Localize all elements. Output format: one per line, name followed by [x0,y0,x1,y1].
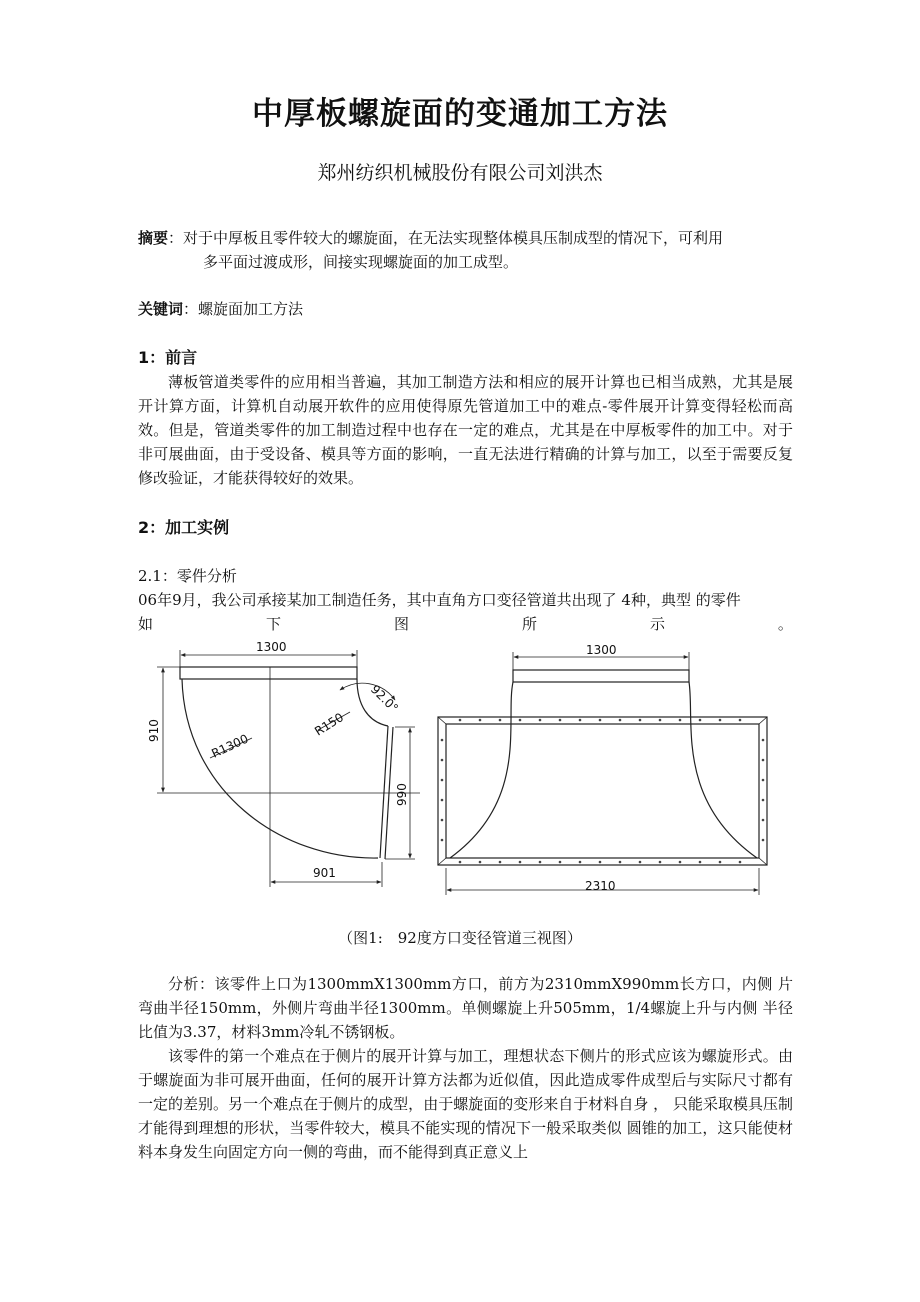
dim-top-right: 1300 [586,643,617,657]
paper-title: 中厚板螺旋面的变通加工方法 [252,96,668,132]
angle-label: 92.0° [367,682,401,716]
section-2-heading: 2：加工实例 [138,518,230,537]
keywords-text: ：螺旋面加工方法 [183,300,304,318]
left-outer-arc [182,679,378,858]
right-inner-frame [446,724,759,858]
dim-2310: 2310 [585,879,616,893]
right-view-labels [585,643,617,893]
right-outer-frame [438,717,767,865]
keywords-label: 关键词 [138,300,184,318]
left-top-flange [180,667,357,679]
analysis-paragraph-1: 分析：该零件上口为1300mmX1300mm方口，前方为2310mmX990mm长方口，内侧 片弯曲半径150mm，外侧片弯曲半径1300mm。单侧螺旋上升505mm，1/4螺旋上升与内侧 半径比值为3.37，材料3mm冷轧不锈钢板。 [138,975,793,1041]
r-inner-label: R150 [312,710,347,739]
left-view-labels [147,640,409,880]
right-rivets [441,719,765,864]
analysis-paragraph-2: 该零件的第一个难点在于侧片的展开计算与加工，理想状态下侧片的形式应该为螺旋形式。由于螺旋面为非可展开曲面，任何的展开计算方法都为近似值，因此造成零件成型后与实际尺寸都有一定的差别。另一个难点在于侧片的成型，由于螺旋面的变形来自于材料自身 ， 只能采取模具压制才能得到理想的形状，当零件较大，模具不能实现的情况下一般采取类似 圆锥的加工，这只能使材料本身发生向固定方向一侧的弯曲，而不能得到真正意义上 [138,1047,793,1161]
spread-char: 所 [521,615,537,633]
spread-char: 图 [393,615,409,633]
section-1-heading: 1：前言 [138,348,198,367]
right-top-flange [513,670,689,682]
spread-char: 示 [649,615,665,633]
spread-char: 如 [138,615,154,633]
section-1-paragraph: 薄板管道类零件的应用相当普遍，其加工制造方法和相应的展开计算也已相当成熟，尤其是展开计算方面，计算机自动展开软件的应用使得原先管道加工中的难点-零件展开计算变得轻松而高效。但是，管道类零件的加工制造过程中也存在一定的难点，尤其是在中厚板零件的加工中。对于非可展曲面，由于受设备、模具等方面的影响，一直无法进行精确的计算与加工，以至于需要反复修改验证，才能获得较好的效果。 [138,373,793,487]
spread-char: 下 [265,615,281,633]
spread-char: 。 [777,615,793,633]
right-left-curve [450,682,513,858]
subsection-2-1-heading: 2.1：零件分析 [138,567,237,585]
dim-910: 910 [147,719,161,742]
right-view [438,652,767,895]
abstract-label: 摘要 [138,229,169,247]
dim-901: 901 [313,866,336,880]
author-line: 郑州纺织机械股份有限公司刘洪杰 [317,162,603,184]
figure-caption: （图1: 92度方口变径管道三视图） [338,929,582,947]
right-right-curve [689,682,757,858]
dim-top-left: 1300 [256,640,287,654]
abstract-line-2: 多平面过渡成形，间接实现螺旋面的加工成型。 [203,253,519,271]
section-2-intro-line-1: 06年9月，我公司承接某加工制造任务，其中直角方口变径管道共出现了 4种，典型 的零件 [138,591,741,609]
dim-990: 990 [395,783,409,806]
abstract-line-1: ：对于中厚板且零件较大的螺旋面，在无法实现整体模具压制成型的情况下，可利用 [168,229,724,247]
r-outer-label: R1300 [209,731,251,761]
